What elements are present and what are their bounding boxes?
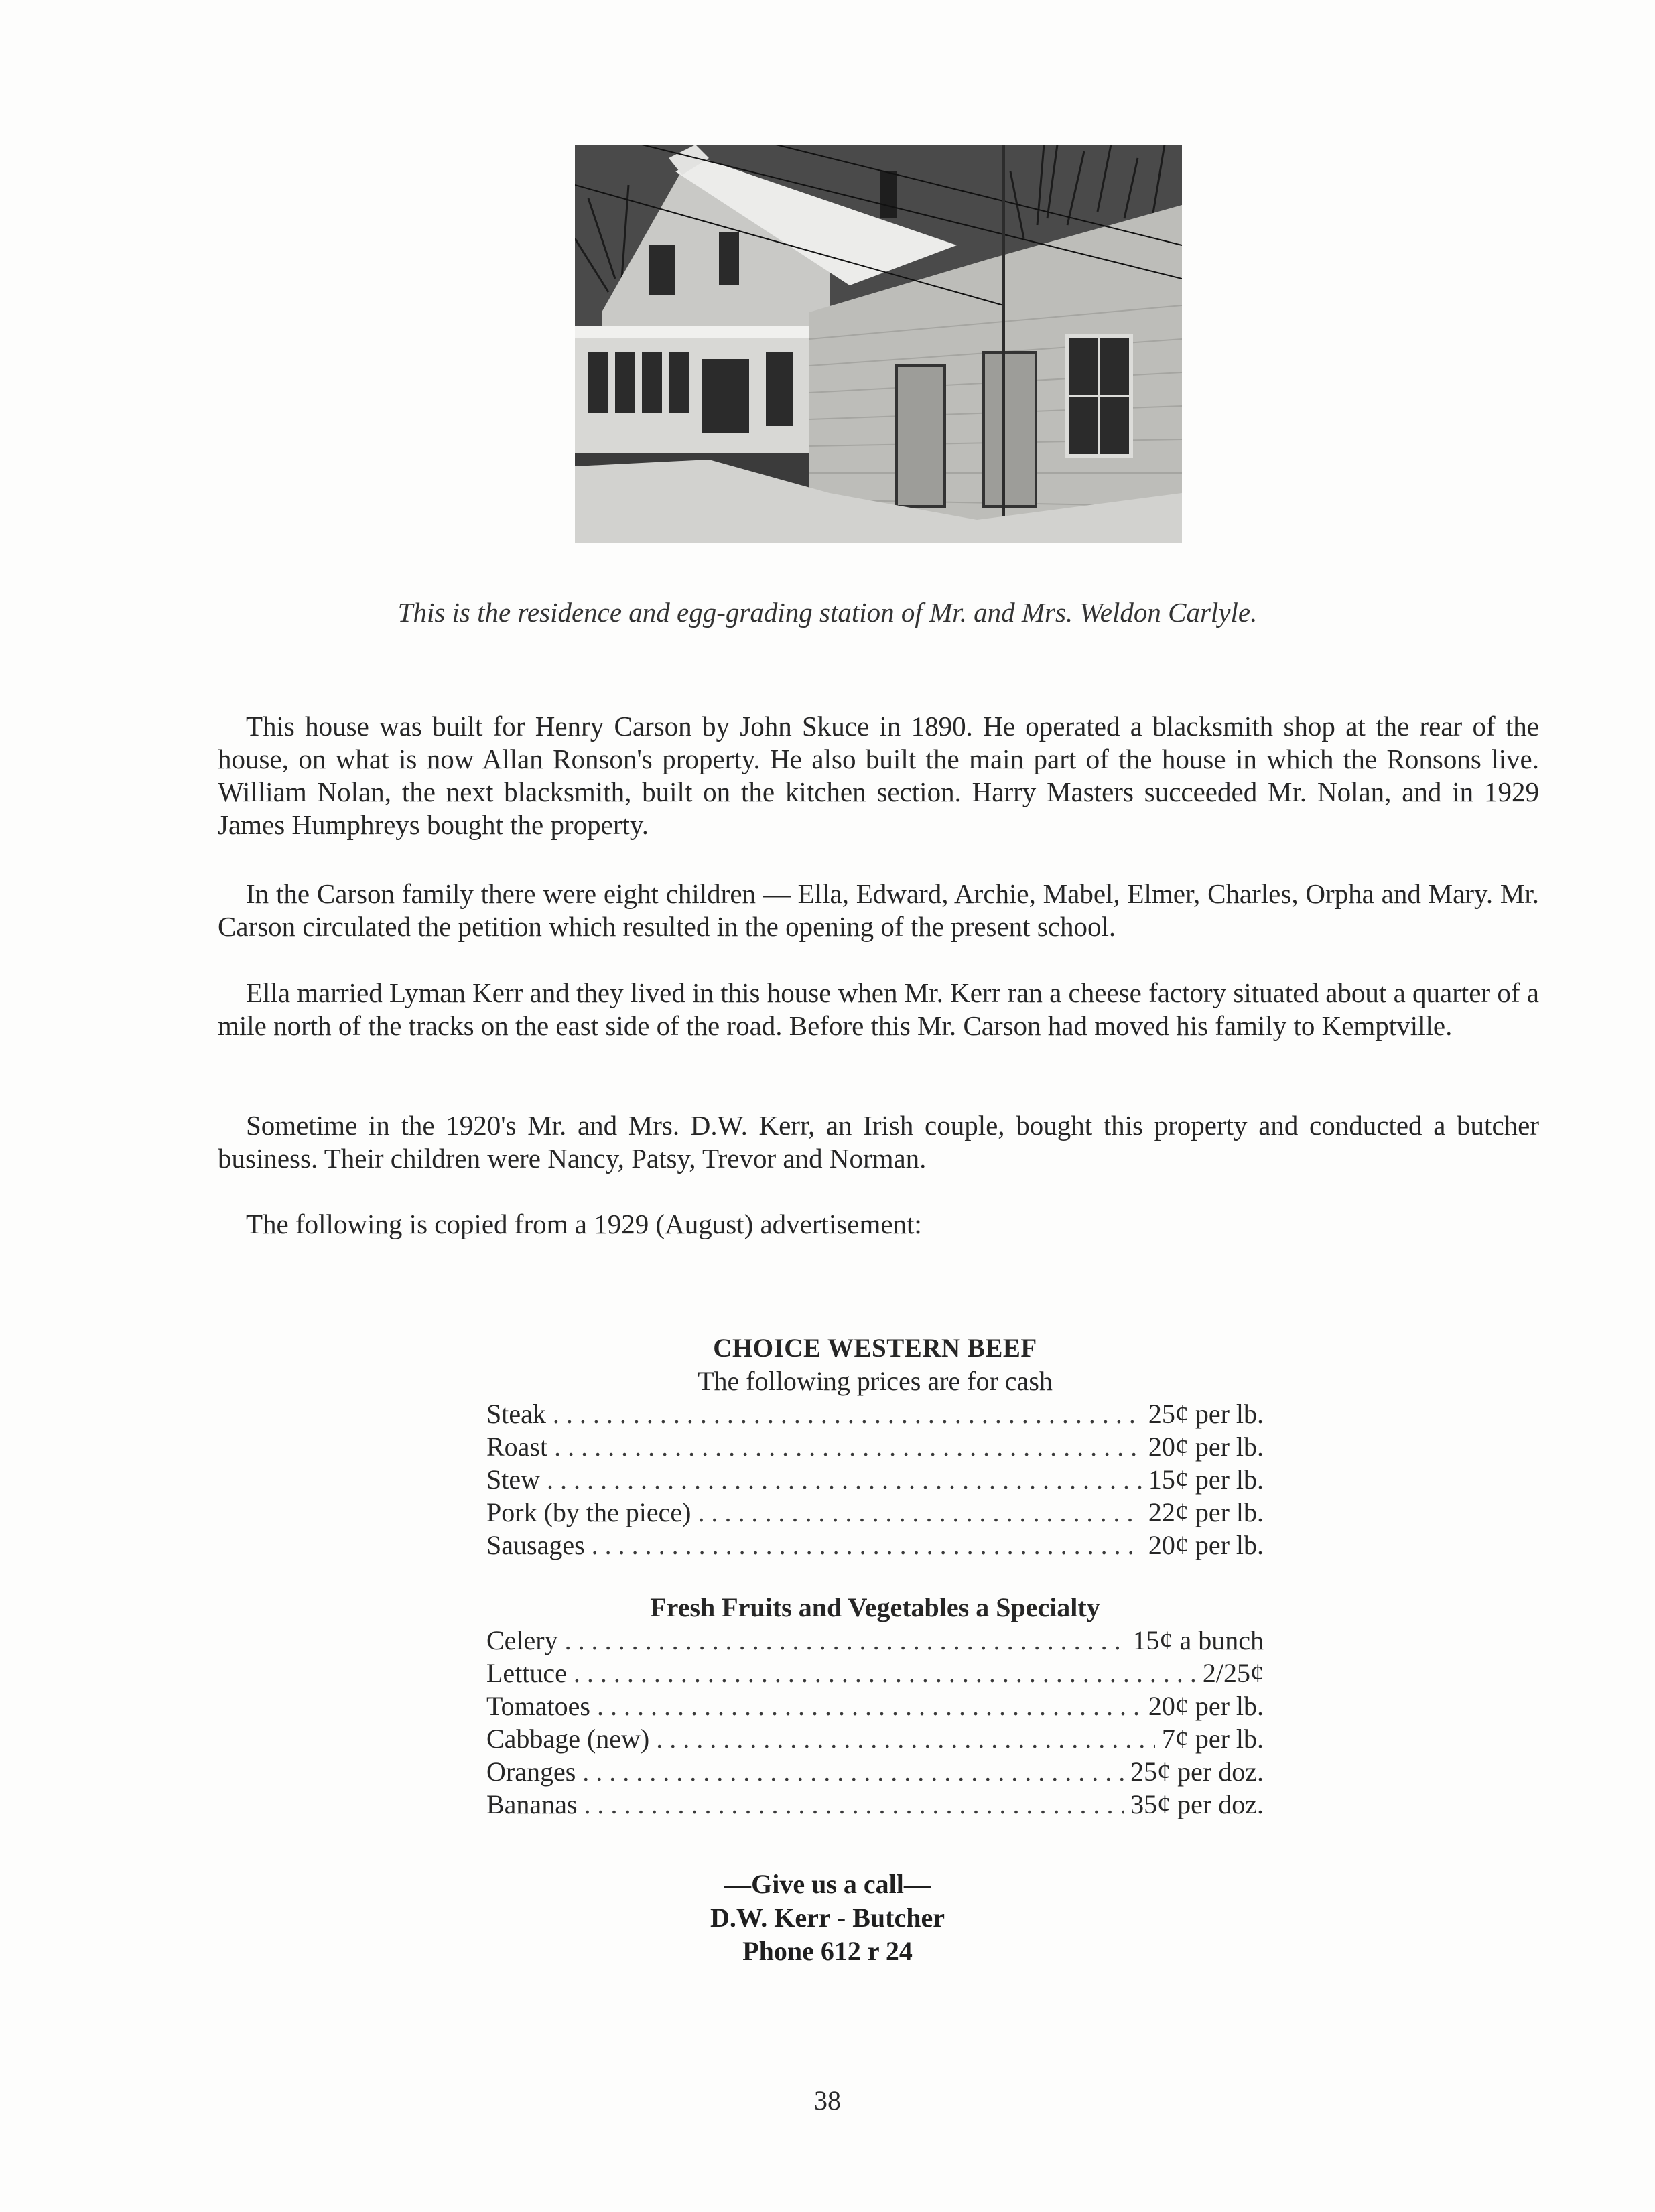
price-item: Oranges — [486, 1756, 576, 1787]
price-row-steak — [486, 1397, 1264, 1430]
house-photo — [575, 145, 1182, 543]
ad-business-name: D.W. Kerr - Butcher — [710, 1903, 945, 1933]
price-value: 7¢ per lb. — [1161, 1724, 1264, 1754]
price-item: Sausages — [486, 1530, 585, 1560]
price-row-roast — [486, 1430, 1264, 1463]
price-row-pork — [486, 1496, 1264, 1529]
price-item: Celery — [486, 1625, 558, 1655]
leader-dots — [565, 1624, 1126, 1657]
price-row-tomatoes — [486, 1689, 1264, 1722]
advertisement — [486, 1332, 1264, 1821]
house-photo-image — [575, 145, 1182, 543]
price-item: Roast — [486, 1432, 548, 1462]
price-row-cabbage — [486, 1722, 1264, 1755]
price-value: 35¢ per doz. — [1130, 1789, 1264, 1819]
price-item: Pork (by the piece) — [486, 1497, 691, 1527]
price-row-sausages — [486, 1529, 1264, 1562]
price-value: 22¢ per lb. — [1148, 1497, 1264, 1527]
ad-call-to-action: —Give us a call— — [724, 1869, 931, 1899]
price-value: 20¢ per lb. — [1148, 1432, 1264, 1462]
leader-dots — [592, 1529, 1142, 1562]
ad-subtitle: The following prices are for cash — [698, 1366, 1053, 1396]
paragraph-ella-kerr: Ella married Lyman Kerr and they lived in this house when Mr. Kerr ran a cheese factory situated about a quarter of a mile north of the tracks on the east side of the road. Before this Mr. Carson had moved his family to Kemptville. — [218, 977, 1539, 1041]
leader-dots — [554, 1430, 1142, 1463]
price-value: 20¢ per lb. — [1148, 1691, 1264, 1721]
price-item: Stew — [486, 1464, 540, 1495]
price-row-bananas — [486, 1788, 1264, 1821]
price-item: Lettuce — [486, 1658, 567, 1688]
price-value: 20¢ per lb. — [1148, 1530, 1264, 1560]
photo-caption: This is the residence and egg-grading station of Mr. and Mrs. Weldon Carlyle. — [397, 597, 1258, 628]
price-row-stew — [486, 1463, 1264, 1496]
price-item: Bananas — [486, 1789, 578, 1819]
price-item: Steak — [486, 1399, 546, 1429]
leader-dots — [656, 1722, 1155, 1755]
price-value: 2/25¢ — [1202, 1658, 1264, 1688]
price-row-oranges — [486, 1755, 1264, 1788]
produce-heading: Fresh Fruits and Vegetables a Specialty — [650, 1592, 1100, 1622]
leader-dots — [597, 1689, 1142, 1722]
leader-dots — [698, 1496, 1141, 1529]
page-number: 38 — [814, 2085, 841, 2116]
price-row-lettuce — [486, 1657, 1264, 1689]
ad-phone: Phone 612 r 24 — [742, 1936, 913, 1966]
price-row-celery — [486, 1624, 1264, 1657]
price-value: 25¢ per lb. — [1148, 1399, 1264, 1429]
price-item: Tomatoes — [486, 1691, 590, 1721]
ad-title: CHOICE WESTERN BEEF — [713, 1334, 1037, 1363]
paragraph-carson-family: In the Carson family there were eight children — Ella, Edward, Archie, Mabel, Elmer, Charles, Orpha and Mary. Mr. Carson circulated the petition which resulted in the opening of the present school. — [218, 878, 1539, 942]
paragraph-house-history: This house was built for Henry Carson by John Skuce in 1890. He operated a blacksmith shop at the rear of the house, on what is now Allan Ronson's property. He also built the main part of the house in which the Ronsons live. William Nolan, the next blacksmith, built on the kitchen section. Harry Masters succeeded Mr. Nolan, and in 1929 James Humphreys bought the property. — [218, 711, 1539, 840]
paragraph-advertisement-intro: The following is copied from a 1929 (August) advertisement: — [246, 1208, 922, 1239]
ad-closing — [0, 1868, 1655, 1968]
leader-dots — [553, 1397, 1142, 1430]
price-item: Cabbage (new) — [486, 1724, 650, 1754]
leader-dots — [582, 1755, 1124, 1788]
leader-dots — [584, 1788, 1124, 1821]
paragraph-dw-kerr: Sometime in the 1920's Mr. and Mrs. D.W. Kerr, an Irish couple, bought this property and conducted a butcher business. Their children were Nancy, Patsy, Trevor and Norman. — [218, 1110, 1539, 1174]
leader-dots — [547, 1463, 1142, 1496]
price-value: 15¢ per lb. — [1148, 1464, 1264, 1495]
price-value: 15¢ a bunch — [1132, 1625, 1264, 1655]
leader-dots — [574, 1657, 1196, 1689]
price-value: 25¢ per doz. — [1130, 1756, 1264, 1787]
